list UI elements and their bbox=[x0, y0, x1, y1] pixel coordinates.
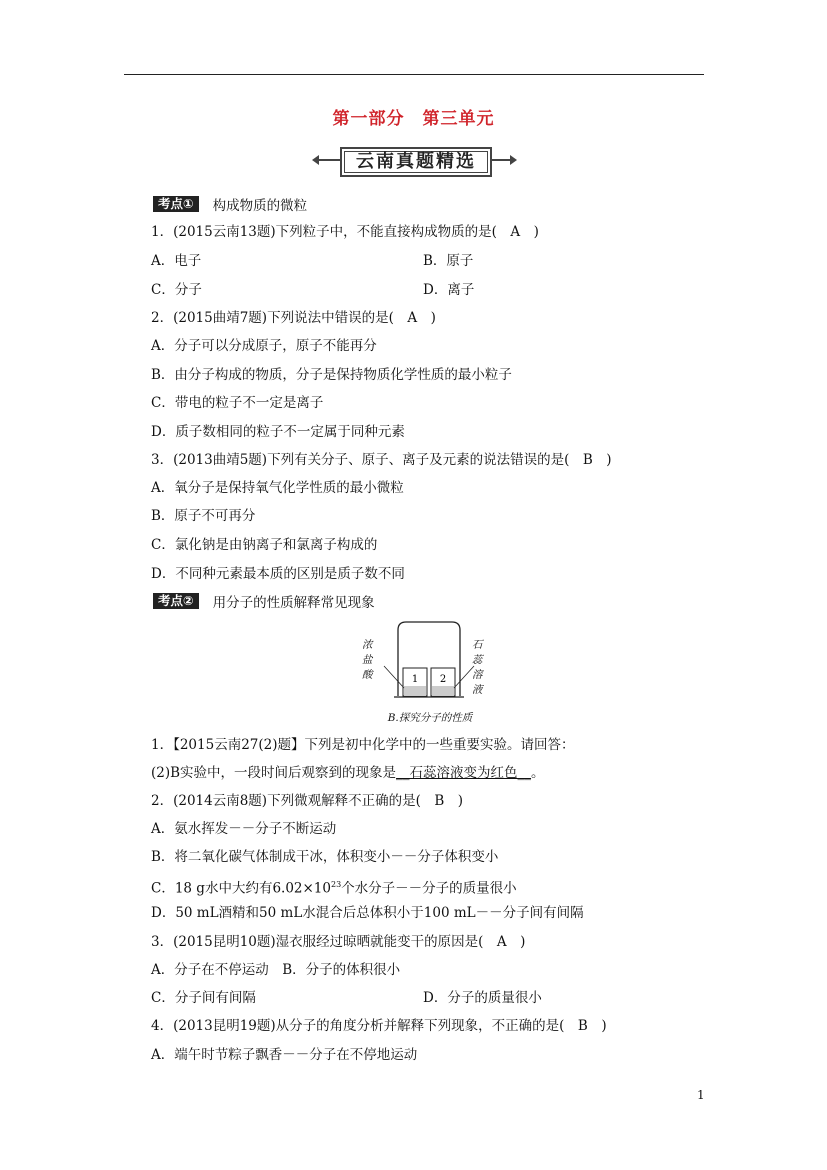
section2-title: 用分子的性质解释常见现象 bbox=[212, 594, 375, 611]
section1-title: 构成物质的微粒 bbox=[212, 197, 308, 214]
s2-q2-opt-c-pre: C．18 g水中大约有6.02×10 bbox=[151, 880, 331, 897]
s1-q3-opt-c: C．氯化钠是由钠离子和氯离子构成的 bbox=[151, 537, 378, 553]
s2-q2-opt-c bbox=[151, 876, 517, 898]
section1-header bbox=[153, 195, 307, 212]
section2-header bbox=[153, 592, 375, 609]
beaker-2-label: 2 bbox=[439, 674, 447, 685]
left-reagent-label: 浓盐酸 bbox=[362, 639, 373, 681]
s1-q2-stem: 2．(2015曲靖7题)下列说法中错误的是( A ) bbox=[151, 310, 436, 326]
s2-q1-prompt: (2)B实验中，一段时间后观察到的现象是 bbox=[151, 765, 397, 781]
s2-q1-stem: 1．【2015云南27(2)题】下列是初中化学中的一些重要实验。请回答： bbox=[151, 737, 575, 753]
s2-q2-opt-b: B．将二氧化碳气体制成干冰，体积变小－－分子体积变小 bbox=[151, 849, 499, 865]
banner-right-arrow bbox=[510, 155, 517, 165]
banner-right-wing bbox=[492, 159, 512, 161]
s2-q1-period: 。 bbox=[531, 765, 545, 781]
section-banner bbox=[310, 143, 518, 179]
s1-q3-opt-a: A．氧分子是保持氧气化学性质的最小微粒 bbox=[151, 480, 404, 496]
s2-q4-stem: 4．(2013昆明19题)从分子的角度分析并解释下列现象，不正确的是( B ) bbox=[151, 1018, 607, 1034]
s1-q2-opt-b: B．由分子构成的物质，分子是保持物质化学性质的最小粒子 bbox=[151, 367, 512, 383]
s2-q4-opt-a: A．端午时节粽子飘香－－分子在不停地运动 bbox=[151, 1047, 418, 1063]
s1-q1-opt-b: B．原子 bbox=[423, 253, 474, 269]
s1-q1-stem: 1．(2015云南13题)下列粒子中，不能直接构成物质的是( A ) bbox=[151, 224, 539, 240]
s1-q3-stem: 3．(2013曲靖5题)下列有关分子、原子、离子及元素的说法错误的是( B ) bbox=[151, 452, 612, 468]
page-number: 1 bbox=[697, 1088, 705, 1102]
s1-q2-opt-c: C．带电的粒子不一定是离子 bbox=[151, 395, 324, 411]
section2-tag: 考点② bbox=[153, 593, 199, 609]
s2-q2-opt-c-post: 个水分子－－分子的质量很小 bbox=[341, 880, 517, 897]
right-reagent-label: 石蕊溶液 bbox=[472, 639, 483, 696]
s1-q2-opt-d: D．质子数相同的粒子不一定属于同种元素 bbox=[151, 424, 405, 440]
s2-q1-line2 bbox=[151, 764, 545, 782]
s1-q1-opt-a: A．电子 bbox=[151, 253, 202, 269]
header-rule bbox=[124, 74, 704, 75]
s2-q3-opt-d: D．分子的质量很小 bbox=[423, 990, 542, 1006]
s1-q1-opt-d: D．离子 bbox=[423, 282, 475, 298]
figure-caption: B.探究分子的性质 bbox=[387, 712, 473, 724]
s2-q2-opt-c-exponent: 23 bbox=[331, 880, 342, 889]
experiment-figure bbox=[360, 616, 500, 728]
banner-left-arrow bbox=[312, 155, 319, 165]
banner-text: 云南真题精选 bbox=[356, 151, 476, 172]
s2-q3-opt-c: C．分子间有间隔 bbox=[151, 990, 256, 1006]
s2-q1-answer: __石蕊溶液变为红色__ bbox=[396, 765, 532, 781]
s2-q2-opt-a: A．氨水挥发－－分子不断运动 bbox=[151, 821, 337, 837]
beaker-1-label: 1 bbox=[411, 674, 419, 685]
s2-q2-stem: 2．(2014云南8题)下列微观解释不正确的是( B ) bbox=[151, 793, 464, 809]
s1-q3-opt-d: D．不同种元素最本质的区别是质子数不同 bbox=[151, 566, 405, 582]
section1-tag: 考点① bbox=[153, 196, 199, 212]
page-title: 第一部分 第三单元 bbox=[332, 109, 495, 129]
s1-q1-opt-c: C．分子 bbox=[151, 282, 202, 298]
s2-q2-opt-d: D．50 mL酒精和50 mL水混合后总体积小于100 mL－－分子间有间隔 bbox=[151, 905, 584, 921]
banner-left-wing bbox=[318, 159, 340, 161]
s2-q3-opt-ab: A．分子在不停运动 B．分子的体积很小 bbox=[151, 962, 401, 978]
s1-q2-opt-a: A．分子可以分成原子，原子不能再分 bbox=[151, 338, 377, 354]
s1-q3-opt-b: B．原子不可再分 bbox=[151, 508, 256, 524]
s2-q3-stem: 3．(2015昆明10题)湿衣服经过晾晒就能变干的原因是( A ) bbox=[151, 934, 526, 950]
